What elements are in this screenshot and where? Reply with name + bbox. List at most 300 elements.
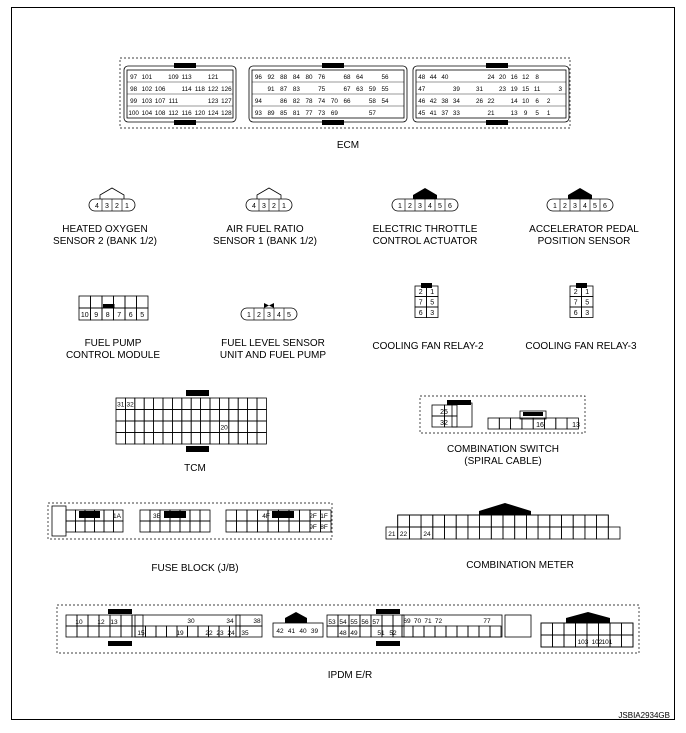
fpcm-connector-pin: 8 — [105, 312, 110, 319]
ecm-right-connector-pin: 31 — [475, 86, 483, 93]
fuse-block-a-cell — [104, 521, 114, 532]
ecm-left-connector-pin: 118 — [194, 86, 205, 93]
ipdm-pin: 52 — [389, 630, 397, 637]
fls-connector-latch — [264, 303, 274, 308]
cfr3-connector-pin: 6 — [573, 310, 578, 317]
ecm-right-connector-pin: 39 — [452, 86, 460, 93]
ecm-mid-connector-pin: 57 — [368, 110, 376, 117]
ecm-right-connector-pin: 15 — [522, 86, 530, 93]
comb-switch-left-frame — [452, 403, 472, 427]
ipdm-pin: 54 — [339, 619, 347, 626]
tcm-connector-cell — [163, 398, 172, 410]
ipdm-pin: 56 — [361, 619, 369, 626]
fuse-block-b-cell — [190, 510, 200, 521]
ecm-mid-connector-pin: 91 — [267, 86, 275, 93]
tcm-connector-cell — [210, 410, 219, 422]
cfr2-connector-pin: 1 — [430, 289, 435, 296]
ipdm-a-cell — [121, 615, 132, 626]
ipdm-g-cell — [541, 623, 553, 635]
ipdm-pin: 12 — [97, 619, 105, 626]
ecm-left-connector-pin: 107 — [154, 98, 166, 105]
fpcm-connector-cell — [114, 296, 126, 308]
afr-connector-pin: 3 — [262, 203, 266, 210]
tcm-connector-cell — [163, 421, 172, 433]
tcm-connector-pin: 20 — [220, 424, 228, 432]
ecm-left-connector-pin: 104 — [141, 110, 153, 117]
ecm-right-connector-pin: 21 — [487, 110, 495, 117]
ecm-mid-connector-pin: 75 — [318, 86, 326, 93]
ecm-right-connector-pin: 24 — [487, 74, 495, 81]
fpcm-connector-cell — [91, 296, 103, 308]
afr-connector-pin: 4 — [252, 203, 256, 210]
app-connector-pin: 3 — [573, 203, 577, 210]
tcm-connector-cell — [172, 410, 181, 422]
ipdm-pin: 51 — [377, 630, 385, 637]
etc-connector-pin: 6 — [448, 203, 452, 210]
tcm-connector-cell — [163, 410, 172, 422]
ecm-left-connector-pin: 113 — [181, 74, 192, 81]
fpcm-connector-cell — [125, 296, 137, 308]
combination-meter-cell — [503, 527, 515, 539]
ecm-mid-connector-pin: 87 — [280, 86, 288, 93]
ecm-mid-connector-pin: 94 — [254, 98, 262, 105]
ecm-right-connector-pin: 14 — [510, 98, 518, 105]
afr-label-line2: SENSOR 1 (BANK 1/2) — [213, 236, 317, 247]
ecm-left-connector-pin: 128 — [221, 110, 232, 117]
ipdm-f-cell — [457, 626, 468, 637]
cfr2-connector-pin: 3 — [430, 310, 435, 317]
ecm-mid-connector-pin: 58 — [368, 98, 376, 105]
ipdm-e-cell — [327, 626, 338, 637]
ipdm-pin: 102 — [591, 639, 603, 646]
ecm-label: ECM — [336, 140, 360, 151]
combination-meter-cell — [433, 515, 445, 527]
ecm-mid-connector-pin: 74 — [318, 98, 326, 105]
ecm-mid-connector-pin: 59 — [368, 86, 376, 93]
ipdm-a-cell — [77, 626, 88, 637]
ecm-left-connector-pin: 99 — [130, 98, 138, 105]
tcm-connector-cell — [154, 410, 163, 422]
comb-switch-right-cell — [556, 418, 567, 429]
fuse-block-tab — [52, 506, 66, 536]
etc-connector-pin: 5 — [438, 203, 442, 210]
app-connector-pin: 4 — [583, 203, 587, 210]
tcm-connector-cell — [238, 398, 247, 410]
fuse-block-pin: 2F — [309, 513, 317, 520]
ipdm-a-cell — [88, 626, 99, 637]
combination-meter-cell — [468, 527, 480, 539]
combination-meter-cell — [503, 515, 515, 527]
fpcm-connector-pin: 10 — [80, 312, 89, 319]
ecm-mid-connector-pin: 63 — [356, 86, 364, 93]
combination-meter-cell — [538, 527, 550, 539]
fuse-block-b-cell — [180, 521, 190, 532]
fuse-block-b-lock — [164, 511, 186, 518]
fpcm-label-line1: FUEL PUMP — [84, 338, 142, 349]
fuse-block-pin: 8F — [320, 524, 328, 531]
afr-connector-pin: 2 — [272, 203, 276, 210]
ecm-mid-connector-pin: 66 — [343, 98, 351, 105]
tcm-connector-cell — [257, 398, 266, 410]
ecm-left-connector-pin: 101 — [141, 74, 153, 81]
tcm-connector-pin: 31 — [117, 401, 125, 409]
ecm-left-connector-pin: 102 — [141, 86, 153, 93]
ecm-left-connector-pin: 123 — [207, 98, 219, 105]
fpcm-connector-pin: 5 — [140, 312, 145, 319]
tcm-connector-cell — [154, 398, 163, 410]
tcm-connector-cell — [210, 398, 219, 410]
ecm-mid-connector-pin: 93 — [254, 110, 262, 117]
afr-label-line1: AIR FUEL RATIO — [226, 224, 304, 235]
ecm-right-lock-top — [486, 63, 508, 68]
ecm-left-connector-pin: 109 — [168, 74, 179, 81]
ecm-right-connector-pin: 20 — [499, 74, 507, 81]
ipdm-e-lock-top — [376, 609, 400, 614]
tcm-connector-cell — [191, 421, 200, 433]
fuse-block-c-cell — [289, 521, 300, 532]
combination-meter-cell — [597, 515, 609, 527]
ipdm-f-side — [505, 615, 531, 637]
ecm-right-connector-pin: 23 — [499, 86, 507, 93]
tcm-connector-cell — [116, 421, 125, 433]
cfr3-connector-pin: 7 — [573, 299, 578, 307]
ecm-right-connector-pin: 46 — [418, 98, 426, 105]
etc-connector-latch — [413, 188, 437, 199]
tcm-connector-cell — [125, 433, 134, 445]
etc-connector-pin: 3 — [418, 203, 422, 210]
tcm-connector-cell — [229, 421, 238, 433]
fuse-block-pin: 1F — [320, 513, 328, 520]
app-label-line1: ACCELERATOR PEDAL — [529, 224, 639, 235]
fuse-block-pin: 3B — [153, 513, 161, 520]
ipdm-pin: 22 — [205, 630, 213, 637]
fpcm-connector-lock — [103, 304, 115, 308]
tcm-connector-cell — [144, 410, 153, 422]
ecm-right-connector-pin: 47 — [418, 86, 426, 93]
comb-switch-right-lock — [523, 412, 543, 416]
ecm-right-connector-pin: 6 — [535, 98, 539, 105]
tcm-connector-pin: 32 — [126, 401, 134, 409]
ecm-mid-connector-pin: 64 — [356, 74, 364, 81]
ipdm-b-cell — [146, 626, 157, 637]
combination-meter-cell — [597, 527, 609, 539]
ipdm-pin: 103 — [577, 639, 589, 646]
fuse-block-b-cell — [140, 510, 150, 521]
ecm-mid-connector-pin: 56 — [381, 74, 389, 81]
ipdm-pin: 101 — [601, 639, 613, 646]
afr-connector-pin: 1 — [282, 203, 286, 210]
ecm-left-connector-pin: 114 — [181, 86, 192, 93]
comb-switch-pin: 16 — [536, 422, 544, 429]
ipdm-pin: 39 — [310, 628, 319, 635]
tcm-connector-cell — [154, 433, 163, 445]
ipdm-pin: 13 — [110, 619, 118, 626]
etc-label-line1: ELECTRIC THROTTLE — [372, 224, 478, 235]
combination-meter-latch — [479, 503, 531, 515]
ecm-mid-connector-pin: 83 — [292, 86, 300, 93]
ecm-mid-connector-pin: 96 — [254, 74, 262, 81]
tcm-connector-cell — [182, 433, 191, 445]
fuse-block-c-cell — [226, 510, 237, 521]
ecm-mid-connector-pin: 78 — [305, 98, 313, 105]
combination-meter-cell — [526, 527, 538, 539]
fuse-block-a-cell — [66, 521, 76, 532]
combination-meter-cell — [480, 515, 492, 527]
combination-meter-cell — [562, 515, 574, 527]
fls-connector-pin: 5 — [287, 312, 291, 319]
comb-switch-right-cell — [488, 418, 499, 429]
comb-switch-right-cell — [499, 418, 510, 429]
ipdm-pin: 24 — [227, 630, 235, 637]
ipdm-pin: 53 — [328, 619, 336, 626]
fuse-block-c-cell — [247, 510, 258, 521]
ecm-left-connector-pin: 121 — [207, 74, 219, 81]
fuse-block-c-cell — [237, 510, 248, 521]
ipdm-pin: 57 — [372, 619, 380, 626]
ipdm-g-cell — [622, 635, 634, 647]
ecm-mid-connector-pin: 82 — [292, 98, 300, 105]
tcm-connector-cell — [257, 433, 266, 445]
combination-meter-cell — [456, 527, 468, 539]
ipdm-g-cell — [576, 623, 588, 635]
ipdm-f-cell — [490, 626, 501, 637]
ecm-right-connector-pin: 41 — [429, 110, 437, 117]
tcm-connector-cell — [144, 398, 153, 410]
tcm-connector-cell — [191, 433, 200, 445]
tcm-connector-cell — [201, 398, 210, 410]
ipdm-e-lock-bottom — [376, 641, 400, 646]
app-connector-pin: 5 — [593, 203, 597, 210]
combination-meter-cell — [456, 515, 468, 527]
fpcm-label-line2: CONTROL MODULE — [65, 350, 161, 361]
cfr2-connector-pin: 6 — [418, 310, 423, 317]
ipdm-f-cell — [479, 626, 490, 637]
comb-switch-left-lock — [447, 400, 471, 405]
etc-connector-pin: 4 — [428, 203, 432, 210]
tcm-label: TCM — [184, 463, 206, 474]
ecm-mid-connector-pin: 92 — [267, 74, 275, 81]
ipdm-pin: 41 — [287, 628, 296, 635]
combination-meter-cell — [421, 515, 433, 527]
ecm-right-connector-pin: 9 — [523, 110, 528, 117]
combination-meter-cell — [538, 515, 550, 527]
ecm-right-connector-pin: 38 — [441, 98, 449, 105]
fpcm-connector-pin: 6 — [128, 312, 133, 319]
fuse-block-a-lock — [79, 511, 100, 518]
app-connector-pin: 6 — [603, 203, 607, 210]
tcm-connector-cell — [154, 421, 163, 433]
ecm-mid-connector-pin: 85 — [280, 110, 288, 117]
ecm-left-connector-pin: 103 — [141, 98, 153, 105]
tcm-connector-cell — [219, 398, 228, 410]
ecm-mid-connector-pin: 89 — [267, 110, 275, 117]
ipdm-label: IPDM E/R — [327, 670, 373, 681]
ipdm-a-cell — [132, 615, 143, 626]
ecm-right-connector-pin: 22 — [487, 98, 495, 105]
combination-meter-cell — [550, 527, 562, 539]
cfr3-connector-pin: 5 — [585, 299, 590, 307]
fuse-block-pin: 4F — [262, 513, 270, 520]
tcm-connector-cell — [210, 433, 219, 445]
cfr3-connector-pin: 2 — [573, 289, 578, 296]
combination-meter-cell — [526, 515, 538, 527]
tcm-connector-cell — [257, 421, 266, 433]
hos2-label-line1: HEATED OXYGEN — [62, 224, 148, 235]
ecm-right-connector-pin: 26 — [475, 98, 483, 105]
ipdm-pin: 55 — [350, 619, 358, 626]
ipdm-g-cell — [564, 623, 576, 635]
combination-meter-cell — [573, 527, 585, 539]
ecm-mid-lock-bottom — [322, 120, 344, 125]
tcm-connector-cell — [172, 398, 181, 410]
combination-meter-cell — [468, 515, 480, 527]
ecm-left-connector-pin: 120 — [194, 110, 206, 117]
ipdm-g-cell — [541, 635, 553, 647]
tcm-connector-cell — [201, 421, 210, 433]
ipdm-a-cell — [66, 626, 77, 637]
cfr3-connector-pin: 1 — [585, 289, 590, 296]
tcm-connector-cell — [135, 433, 144, 445]
ipdm-e-cell — [360, 626, 371, 637]
cfr3-label: COOLING FAN RELAY-3 — [525, 341, 637, 352]
cfr2-connector-pin: 2 — [418, 289, 423, 296]
ecm-left-connector-pin: 116 — [181, 110, 192, 117]
fuse-block-c-cell — [258, 521, 269, 532]
tcm-connector-cell — [248, 433, 257, 445]
ecm-mid-connector-pin: 55 — [381, 86, 389, 93]
cfr2-connector-pin: 5 — [430, 299, 435, 307]
hos2-connector-pin: 3 — [105, 203, 109, 210]
comb-switch-pin: 13 — [572, 422, 580, 429]
fpcm-connector-cell — [79, 296, 91, 308]
tcm-connector-cell — [172, 421, 181, 433]
combination-meter-label: COMBINATION METER — [466, 560, 574, 571]
cfr2-connector-lock — [421, 283, 432, 288]
ipdm-pin: 48 — [339, 630, 347, 637]
combination-meter-cell — [445, 527, 457, 539]
ipdm-f-cell — [468, 626, 479, 637]
cfr3-connector-pin: 3 — [585, 310, 590, 317]
ecm-right-connector-pin: 10 — [522, 98, 530, 105]
comb-switch-label-line2: (SPIRAL CABLE) — [464, 456, 542, 467]
combination-meter-cell — [398, 515, 410, 527]
fuse-block-c-cell — [226, 521, 237, 532]
combination-meter-cell — [515, 515, 527, 527]
tcm-connector-cell — [135, 410, 144, 422]
ipdm-g-cell — [553, 623, 565, 635]
tcm-connector-cell — [229, 398, 238, 410]
hos2-connector-pin: 4 — [95, 203, 99, 210]
ipdm-f-cell — [413, 626, 424, 637]
ecm-right-connector-pin: 48 — [418, 74, 426, 81]
ecm-right-connector-pin: 13 — [510, 110, 518, 117]
ecm-right-connector-pin: 16 — [510, 74, 518, 81]
fuse-block-a-cell — [114, 521, 124, 532]
ipdm-pin: 70 — [413, 618, 422, 625]
ipdm-g-latch — [566, 612, 610, 623]
ecm-right-connector-pin: 33 — [452, 110, 460, 117]
ipdm-pin: 49 — [350, 630, 358, 637]
fuse-block-b-cell — [160, 521, 170, 532]
fuse-block-c-cell — [279, 521, 290, 532]
ecm-outline — [120, 58, 570, 128]
ipdm-f-cell — [435, 626, 446, 637]
combination-meter-cell — [480, 527, 492, 539]
ecm-left-connector-pin: 106 — [154, 86, 166, 93]
comb-switch-pin: 25 — [440, 409, 448, 416]
ecm-mid-connector-pin: 73 — [318, 110, 326, 117]
ecm-left-lock-top — [174, 63, 196, 68]
ecm-right-connector-pin: 45 — [418, 110, 426, 117]
tcm-connector-cell — [238, 410, 247, 422]
tcm-connector-cell — [248, 410, 257, 422]
ipdm-pin: 40 — [299, 628, 307, 635]
ecm-right-connector-pin: 2 — [546, 98, 551, 105]
ecm-right-connector-pin: 12 — [522, 74, 530, 81]
tcm-connector-cell — [135, 421, 144, 433]
tcm-connector-cell — [191, 410, 200, 422]
app-connector-latch — [568, 188, 592, 199]
ipdm-f-cell — [446, 626, 457, 637]
ecm-left-connector-pin: 124 — [207, 110, 219, 117]
ecm-left-connector-pin: 126 — [221, 86, 232, 93]
tcm-connector-cell — [116, 410, 125, 422]
hos2-label-line2: SENSOR 2 (BANK 1/2) — [53, 236, 157, 247]
comb-switch-right-cell — [511, 418, 522, 429]
ecm-left-connector-pin: 108 — [154, 110, 166, 117]
fuse-block-label: FUSE BLOCK (J/B) — [151, 563, 239, 574]
tcm-connector-cell — [201, 433, 210, 445]
ipdm-g-cell — [610, 623, 622, 635]
fuse-block-c-cell — [268, 521, 279, 532]
ipdm-g-cell — [599, 623, 611, 635]
ecm-left-connector-pin: 122 — [207, 86, 219, 93]
combination-meter-cell — [585, 527, 597, 539]
tcm-connector-cell — [219, 410, 228, 422]
fuse-block-b-cell — [170, 521, 180, 532]
combination-meter-cell — [491, 527, 503, 539]
ipdm-pin: 71 — [424, 618, 432, 625]
ipdm-pin: 34 — [226, 618, 234, 625]
fuse-block-c-lock — [272, 511, 294, 518]
tcm-connector-lock-top — [186, 390, 209, 396]
ipdm-d-latch — [285, 612, 307, 623]
tcm-connector-cell — [144, 433, 153, 445]
ecm-right-connector-pin: 3 — [558, 86, 562, 93]
fuse-block-b-cell — [190, 521, 200, 532]
etc-connector-pin: 1 — [398, 203, 402, 210]
hos2-connector-pin: 1 — [125, 203, 129, 210]
combination-meter-cell — [491, 515, 503, 527]
app-connector-pin: 1 — [553, 203, 557, 210]
ecm-right-connector-pin: 37 — [441, 110, 449, 117]
ipdm-pin: 72 — [434, 618, 443, 625]
fls-connector-pin: 2 — [257, 312, 261, 319]
ipdm-g-cell — [587, 623, 599, 635]
combination-meter-cell — [409, 527, 421, 539]
fuse-block-b-cell — [140, 521, 150, 532]
ecm-mid-connector-pin: 77 — [305, 110, 313, 117]
ipdm-pin: 10 — [75, 619, 83, 626]
ipdm-pin: 23 — [216, 630, 224, 637]
tcm-connector-cell — [248, 421, 257, 433]
fuse-block-b-cell — [200, 521, 210, 532]
tcm-connector-cell — [191, 398, 200, 410]
ecm-mid-connector-pin: 86 — [280, 98, 288, 105]
ecm-mid-connector-pin: 68 — [343, 74, 351, 81]
fuse-block-a-cell — [76, 521, 86, 532]
ipdm-pin: 77 — [483, 618, 491, 625]
